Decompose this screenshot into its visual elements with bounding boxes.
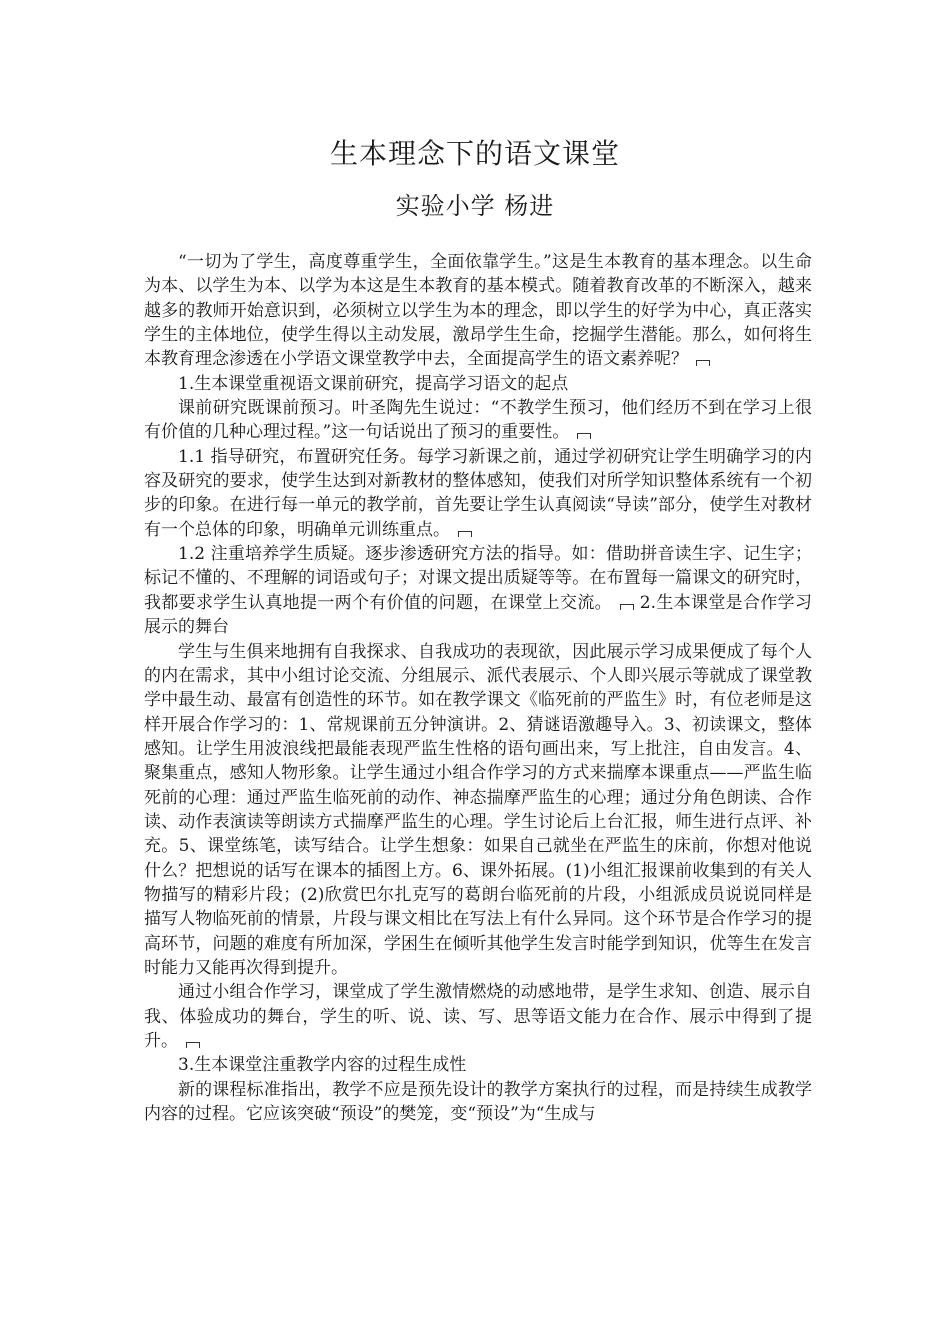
section-heading-3: 3.生本课堂注重教学内容的过程生成性 bbox=[178, 1055, 467, 1076]
paragraph-cooperation-summary: 通过小组合作学习，课堂成了学生激情燃烧的动感地带，是学生求知、创造、展示自我、体验成功的舞台，学生的听、说、读、写、思等语文能力在合作、展示中得到了提升。 bbox=[144, 982, 812, 1051]
paragraph-cooperation: 学生与生俱来地拥有自我探求、自我成功的表现欲，因此展示学习成果便成了每个人的内在需求，其中小组讨论交流、分组展示、派代表展示、个人即兴展示等就成了课堂教学中最生动、最富有创造性的环节。如在教学课文《临死前的严监生》时，有位老师是这样开展合作学习的：1、常规课前五分钟演讲。2、猜谜语激趣导入。3、初读课文，整体感知。让学生用波浪线把最能表现严监生性格的语句画出来，写上批注，自由发言。4、聚集重点，感知人物形象。让学生通过小组合作学习的方式来揣摩本课重点——严监生临死前的心理：通过严监生临死前的动作、神态揣摩严监生的心理；通过分角色朗读、合作读、动作表演读等朗读方式揣摩严监生的心理。学生讨论后上台汇报，师生进行点评、补充。5、课堂练笔，读写结合。让学生想象：如果自己就坐在严监生的床前，你想对他说什么？把想说的话写在课本的插图上方。6、课外拓展。(1)小组汇报课前收集到的有关人物描写的精彩片段；(2)欣赏巴尔扎克写的葛朗台临死前的片段，小组派成员说说同样是描写人物临死前的情景，片段与课文相比在写法上有什么异同。这个环节是合作学习的提高环节，问题的难度有所加深，学困生在倾听其他学生发言时能学到知识，优等生在发言时能力又能再次得到提升。 bbox=[144, 641, 812, 978]
paragraph-mark-icon bbox=[186, 1042, 200, 1048]
page-title: 生本理念下的语文课堂 bbox=[329, 137, 620, 170]
paragraph-1-2: 1.2 注重培养学生质疑。逐步渗透研究方法的指导。如：借助拼音读生字、记生字；标记不懂的、不理解的词语或句子；对课文提出质疑等等。在布置每一篇课文的研究时，我都要求学生认真地提一两个有价值的问题，在课堂上交流。 2.生本课堂是合作学习展示的舞台 bbox=[144, 544, 813, 638]
paragraph-generation: 新的课程标准指出，教学不应是预先设计的教学方案执行的过程，而是持续生成教学内容的过程。它应该突破“预设”的樊笼，变“预设”为“生成与 bbox=[144, 1079, 812, 1125]
paragraph-mark-icon bbox=[458, 531, 472, 537]
paragraph-mark-icon bbox=[577, 433, 591, 439]
paragraph-mark-icon bbox=[620, 604, 634, 610]
paragraph-1-1: 1.1 指导研究，布置研究任务。每学习新课之前，通过学初研究让学生明确学习的内容及研究的要求，使学生达到对新教材的整体感知，使我们对所学知识整体系统有一个初步的印象。在进行每一单元的教学前，首先要让学生认真阅读“导读”部分，使学生对教材有一个总体的印象，明确单元训练重点。 bbox=[144, 446, 812, 540]
author-line: 实验小学 杨进 bbox=[395, 192, 555, 220]
paragraph-preview: 课前研究既课前预习。叶圣陶先生说过：“不教学生预习，他们经历不到在学习上很有价值的几种心理过程。”这一句话说出了预习的重要性。 bbox=[144, 398, 812, 443]
article-body bbox=[144, 250, 812, 1126]
section-heading-1: 1.生本课堂重视语文课前研究，提高学习语文的起点 bbox=[178, 373, 569, 394]
paragraph-mark-icon bbox=[696, 360, 710, 366]
paragraph-intro: “一切为了学生，高度尊重学生，全面依靠学生。”这是生本教育的基本理念。以生命为本、以学生为本、以学为本这是生本教育的基本模式。随着教育改革的不断深入，越来越多的教师开始意识到，必须树立以学生为本的理念，即以学生的好学为中心，真正落实学生的主体地位，使学生得以主动发展，激昂学生生命，挖掘学生潜能。那么，如何将生本教育理念渗透在小学语文课堂教学中去，全面提高学生的语文素养呢？ bbox=[144, 252, 812, 370]
section-heading-2: 2.生本课堂是合作学习展示的舞台 bbox=[144, 592, 813, 638]
